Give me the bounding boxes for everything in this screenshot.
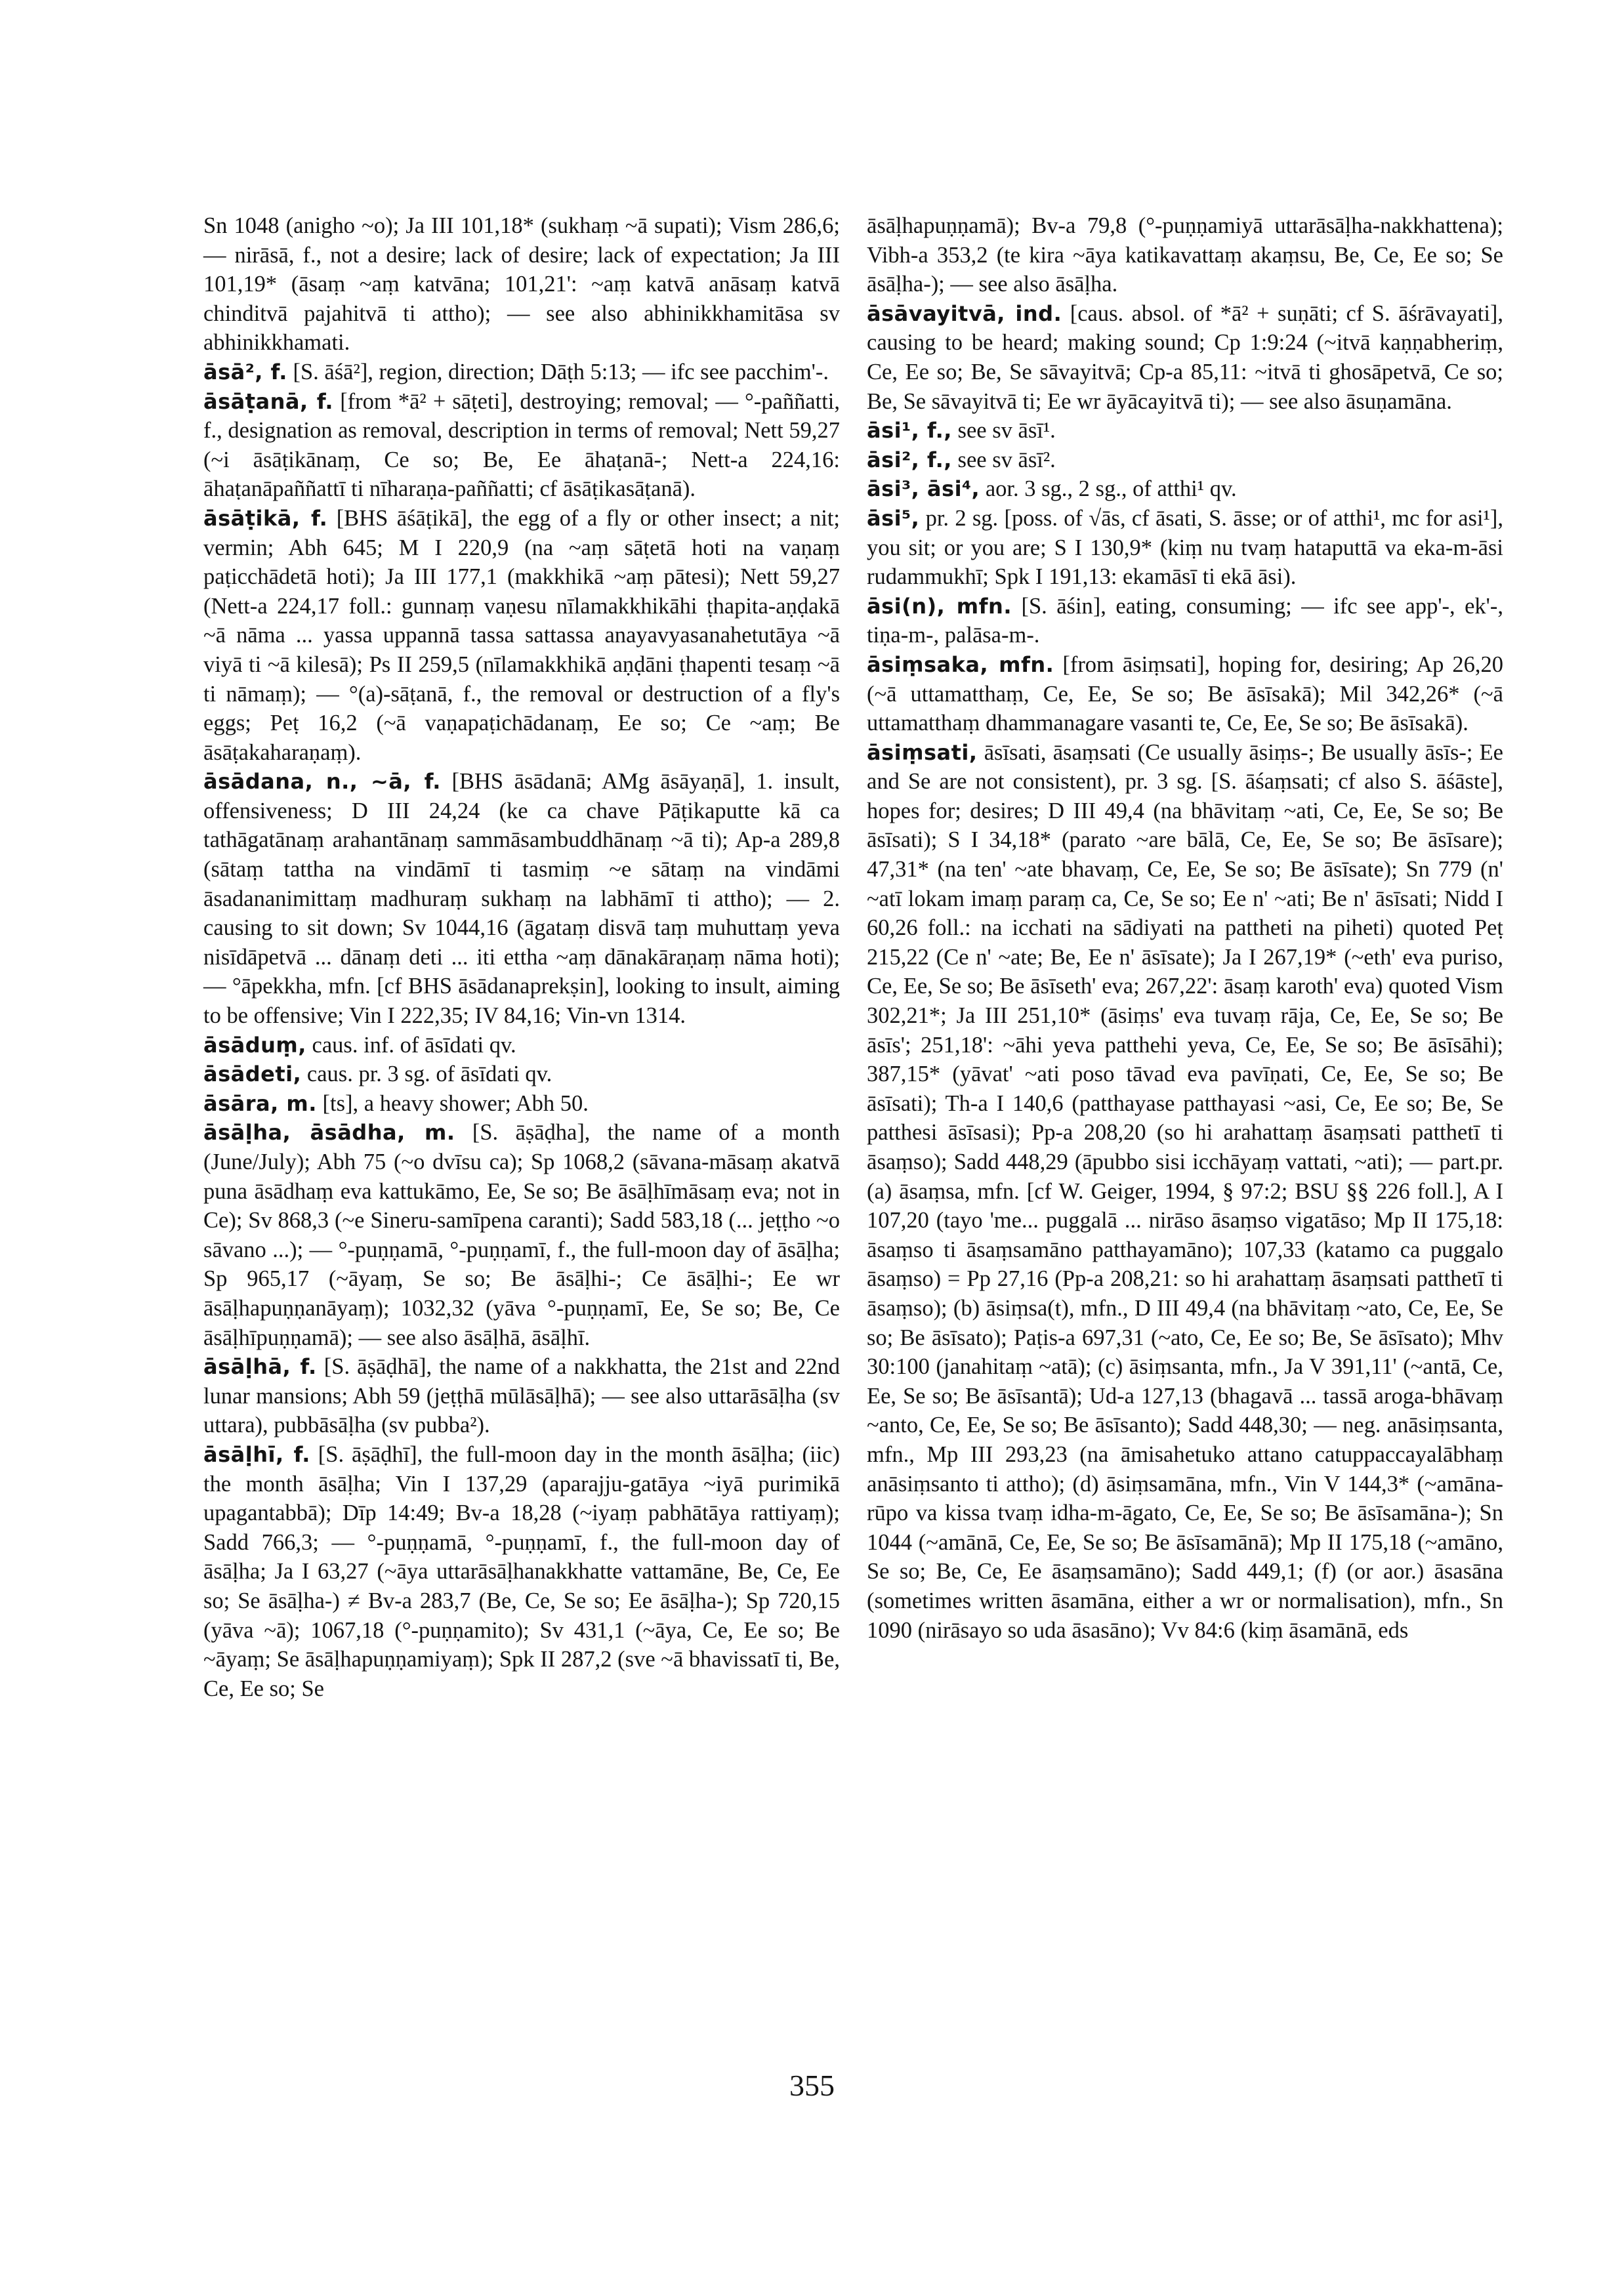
entry-text: Sn 1048 (anigho ~o); Ja III 101,18* (sukhaṃ ~ā supati); Vism 286,6; — nirāsā, f., not a desire; lack of desire; lack of expectation; Ja III 101,19* (āsaṃ ~aṃ katvāna; 101,21': ~aṃ katvā anāsaṃ katvā chinditvā pajahitvā ti attho); — see also abhinikkhamitāsa sv abhinikkhamati. xyxy=(203,213,840,356)
dictionary-entry xyxy=(203,1060,840,1089)
entry-text: see sv āsī². xyxy=(957,447,1056,472)
entry-text: see sv āsī¹. xyxy=(957,418,1056,444)
entry-text: [S. āṣāḍha], the name of a month (June/July); Abh 75 (~o dvīsu ca); Sp 1068,2 (sāvana-māsaṃ akatvā puna āsādhaṃ eva kattukāmo, Ee, Se so; Be āsāḷhīmāsaṃ eva; not in Ce); Sv 868,3 (~e Sineru-samīpena caranti); Sadd 583,18 (... jeṭṭho ~o sāvano ...); — °-puṇṇamā, °-puṇṇamī, f., the full-moon day of āsāḷha; Sp 965,17 (~āyaṃ, Se so; Be āsāḷhi-; Ce āsāḷhi-; Ee wr āsāḷhapuṇṇanāyaṃ); 1032,32 (yāva °-puṇṇamī, Ee, Se so; Be, Ce āsāḷhīpuṇṇamā); — see also āsāḷhā, āsāḷhī. xyxy=(203,1120,841,1350)
entry-text: [S. āśin], eating, consuming; — ifc see app'-, ek'-, tiṇa-m-, palāsa-m-. xyxy=(867,593,1504,648)
dictionary-entry xyxy=(867,504,1503,592)
entry-text: [S. āṣāḍhā], the name of a nakkhatta, the 21st and 22nd lunar mansions; Abh 59 (jeṭṭhā mūlāsāḷhā); — see also uttarāsāḷha (sv uttara), pubbāsāḷha (sv pubba²). xyxy=(203,1354,841,1438)
dictionary-entry xyxy=(203,1440,840,1703)
dictionary-entry xyxy=(867,474,1503,504)
entry-headword: āsiṃsaka, mfn. xyxy=(867,651,1054,677)
dictionary-entry xyxy=(203,767,840,1030)
entry-text: [ts], a heavy shower; Abh 50. xyxy=(322,1090,589,1116)
entry-text: [caus. absol. of *ā² + suṇāti; cf S. āśrāvayati], causing to be heard; making sound; Cp 1:9:24 (~itvā kaṇṇabheriṃ, Ce, Ee so; Be, Se sāvayitvā; Cp-a 85,11: ~itvā ti ghosāpetvā, Ce so; Be, Se sāvayitvā ti; Ee wr āyācayitvā ti); — see also āsuṇamāna. xyxy=(867,300,1504,414)
entry-headword: āsi⁵, xyxy=(867,505,920,531)
entry-text: caus. inf. of āsīdati qv. xyxy=(312,1032,516,1058)
dictionary-entry xyxy=(203,1031,840,1060)
dictionary-entry xyxy=(203,1089,840,1119)
entry-headword: āsi², f., xyxy=(867,447,952,472)
entry-headword: āsiṃsati, xyxy=(867,739,978,765)
dictionary-entry xyxy=(203,358,840,387)
entry-text: [from āsiṃsati], hoping for, desiring; Ap 26,20 (~ā uttamatthaṃ, Ce, Ee, Se so; Be āsīsakā); Mil 342,26* (~ā uttamatthaṃ dhammanagare vasanti te, Ce, Ee, Se so; Be āsīsakā). xyxy=(867,651,1503,736)
entry-text: [BHS āśāṭikā], the egg of a fly or other insect; a nit; vermin; Abh 645; M I 220,9 (na ~aṃ sāṭetā hoti na vaṇaṃ paṭicchādetā hoti); Ja III 177,1 (makkhikā ~aṃ pātesi); Nett 59,27 (Nett-a 224,17 foll.: gunnaṃ vaṇesu nīlamakkhikāhi ṭhapita-aṇḍakā ~ā nāma ... yassa uppannā tassa sattassa anayavyasanahetutāya ~ā viyā ti ~ā kilesā); Ps II 259,5 (nīlamakkhikā aṇḍāni ṭhapenti tesaṃ ~ā ti nāmaṃ); — °(a)-sāṭanā, f., the removal or destruction of a fly's eggs; Peṭ 16,2 (~ā vaṇapaṭichādanaṃ, Ee so; Ce ~aṃ; Be āsāṭakaharaṇaṃ). xyxy=(203,505,840,765)
entry-headword: āsāḷhā, f. xyxy=(203,1354,317,1380)
dictionary-entry xyxy=(867,445,1503,475)
left-column xyxy=(203,211,840,1703)
dictionary-entry xyxy=(203,504,840,767)
dictionary-entry xyxy=(203,387,840,504)
entry-headword: āsāvayitvā, ind. xyxy=(867,300,1062,326)
entry-text: āsāḷhapuṇṇamā); Bv-a 79,8 (°-puṇṇamiyā uttarāsāḷha-nakkhattena); Vibh-a 353,2 (te kira ~āya katikavattaṃ akaṃsu, Be, Ce, Ee so; Se āsāḷha-); — see also āsāḷha. xyxy=(867,213,1503,297)
entry-text: pr. 2 sg. [poss. of √ās, cf āsati, S. āsse; or of atthi¹, mc for asi¹], you sit; or you are; S I 130,9* (kiṃ nu tvaṃ hataputtā va eka-m-āsi rudammukhī; Spk I 191,13: ekamāsī ti ekā āsi). xyxy=(867,505,1503,590)
right-column xyxy=(867,211,1503,1645)
entry-headword: āsi(n), mfn. xyxy=(867,593,1012,619)
dictionary-entry xyxy=(867,211,1503,299)
dictionary-entry xyxy=(867,592,1503,650)
entry-headword: āsi¹, f., xyxy=(867,418,952,444)
entry-headword: āsādeti, xyxy=(203,1062,302,1087)
page-number: 355 xyxy=(789,2069,835,2102)
entry-text: [from *ā² + sāṭeti], destroying; removal; — °-paññatti, f., designation as removal, description in terms of removal; Nett 59,27 (~i āsāṭikānaṃ, Ce so; Be, Ee āhaṭanā-; Nett-a 224,16: āhaṭanāpaññattī ti nīharaṇa-paññatti; cf āsāṭikasāṭanā). xyxy=(203,388,841,502)
dictionary-entry xyxy=(867,738,1503,1645)
entry-text: āsīsati, āsaṃsati (Ce usually āsiṃs-; Be usually āsīs-; Ee and Se are not consistent), pr. 3 sg. [S. āśaṃsati; cf also S. āśāste], hopes for; desires; D III 49,4 (na bhāvitaṃ ~ati, Ce, Ee, Se so; Be āsīsati); S I 34,18* (parato ~are bālā, Ce, Ee, Se so; Be āsīsare); 47,31* (na ten' ~ate bhavaṃ, Ce, Ee, Se so; Be āsīsate); Sn 779 (n' ~atī lokam imaṃ paraṃ ca, Ce, Se so; Ee n' ~ati; Be n' āsīsati; Nidd I 60,26 foll.: na icchati na sādiyati na pattheti na piheti) quoted Peṭ 215,22 (Ce n' ~ate; Be, Ee n' āsīsate); Ja I 267,19* (~eth' eva puriso, Ce, Ee, Se so; Be āsīseth' eva; 267,22': āsaṃ karoth' eva) quoted Vism 302,21*; Ja III 251,10* (āsiṃs' eva tuvaṃ rāja, Ce, Ee, Se so; Be āsīs'; 251,18': ~āhi yeva patthehi yeva, Ce, Ee, Se so; Be āsīsāhi); 387,15* (yāvat' ~ati poso tāvad eva pavīṇati, Ce, Ee, Se so; Be āsīsati); Th-a I 140,6 (patthayase patthayasi ~asi, Ce, Ee so; Be, Se patthesi āsīsasi); Pp-a 208,20 (so hi arahattaṃ āsaṃsati patthetī ti āsaṃso); Sadd 448,29 (āpubbo sisi icchāyaṃ vattati, ~ati); — part.pr. (a) āsaṃsa, mfn. [cf W. Geiger, 1994, § 97:2; BSU §§ 226 foll.], A I 107,20 (tayo 'me... puggalā ... nirāso āsaṃso vigatāso; Mp II 175,18: āsaṃso ti āsaṃsamāno patthayamāno); 107,33 (katamo ca puggalo āsaṃso) = Pp 27,16 (Pp-a 208,21: so hi arahattaṃ āsaṃsati patthetī ti āsaṃso); (b) āsiṃsa(t), mfn., D III 49,4 (na bhāvitaṃ ~ato, Ce, Ee, Se so; Be āsīsato); Paṭis-a 697,31 (~ato, Ce, Ee so; Be, Se āsīsato); Mhv 30:100 (janahitaṃ ~atā); (c) āsiṃsanta, mfn., Ja V 391,11' (~antā, Ce, Ee, Se so; Be āsīsantā); Ud-a 127,13 (bhagavā ... tassā aroga-bhāvaṃ ~anto, Ce, Ee, Se so; Be āsīsanto); Sadd 448,30; — neg. anāsiṃsanta, mfn., Mp III 293,23 (na āmisahetuko attano catuppaccayalābhaṃ anāsiṃsanto ti attho); (d) āsiṃsamāna, mfn., Vin V 144,3* (~amāna-rūpo va kissa tvaṃ idha-m-āgato, Ce, Ee, Se so; Be āsīsamāna-); Sn 1044 (~amānā, Ce, Ee, Se so; Be āsīsamānā); Mp II 175,18 (~amāno, Se so; Be, Ce, Ee āsaṃsamāno); Sadd 449,1; (f) (or aor.) āsasāna (sometimes written āsamāna, either a wr or normalisation), mfn., Sn 1090 (nirāsayo so uda āsasāno); Vv 84:6 (kiṃ āsamānā, eds xyxy=(867,739,1503,1643)
dictionary-entry xyxy=(203,1118,840,1352)
entry-text: caus. pr. 3 sg. of āsīdati qv. xyxy=(306,1062,552,1087)
entry-headword: āsi³, āsi⁴, xyxy=(867,476,980,502)
dictionary-entry xyxy=(867,650,1503,738)
entry-text: aor. 3 sg., 2 sg., of atthi¹ qv. xyxy=(985,476,1237,502)
entry-headword: āsādana, n., ~ā, f. xyxy=(203,769,441,795)
entry-headword: āsā², f. xyxy=(203,359,287,384)
entry-text: [BHS āsādanā; AMg āsāyaṇā], 1. insult, offensiveness; D III 24,24 (ke ca chave Pāṭikaputte kā ca tathāgatānaṃ arahantānaṃ sammāsambuddhānaṃ ~ā ti); Ap-a 289,8 (sātaṃ tattha na vindāmī ti tasmiṃ ~e sātaṃ na vindāmi āsadananimittaṃ madhuraṃ sukhaṃ na labhāmī ti attho); — 2. causing to sit down; Sv 1044,16 (āgataṃ disvā taṃ muhuttaṃ yeva nisīdāpetvā ... dānaṃ deti ... iti ettha ~aṃ dānakāraṇaṃ nāma hoti); — °āpekkha, mfn. [cf BHS āsādanaprekṣin], looking to insult, aiming to be offensive; Vin I 222,35; IV 84,16; Vin-vn 1314. xyxy=(203,769,840,1029)
entry-headword: āsāḷhī, f. xyxy=(203,1441,310,1467)
dictionary-entry xyxy=(867,299,1503,416)
entry-headword: āsāṭikā, f. xyxy=(203,505,328,531)
entry-headword: āsāḷha, āsādha, m. xyxy=(203,1120,455,1146)
dictionary-entry xyxy=(203,211,840,358)
entry-headword: āsāṭanā, f. xyxy=(203,388,334,414)
dictionary-entry xyxy=(203,1352,840,1440)
dictionary-entry xyxy=(867,416,1503,445)
entry-headword: āsāduṃ, xyxy=(203,1032,306,1058)
entry-text: [S. āṣāḍhī], the full-moon day in the month āsāḷha; (iic) the month āsāḷha; Vin I 137,29 (aparajju-gatāya ~iyā purimikā upagantabbā); Dīp 14:49; Bv-a 18,28 (~iyaṃ pabhātāya rattiyaṃ); Sadd 766,3; — °-puṇṇamā, °-puṇṇamī, f., the full-moon day of āsāḷha; Ja I 63,27 (~āya uttarāsāḷhanakkhatte vattamāne, Be, Ce, Ee so; Se āsāḷha-) ≠ Bv-a 283,7 (Be, Ce, Se so; Ee āsāḷha-); Sp 720,15 (yāva ~ā); 1067,18 (°-puṇṇamito); Sv 431,1 (~āya, Ce, Ee so; Be ~āyaṃ; Se āsāḷhapuṇṇamiyaṃ); Spk II 287,2 (sve ~ā bhavissatī ti, Be, Ce, Ee so; Se xyxy=(203,1441,840,1701)
entry-text: [S. āśā²], region, direction; Dāṭh 5:13; — ifc see pacchim'-. xyxy=(293,359,829,384)
entry-headword: āsāra, m. xyxy=(203,1090,317,1116)
